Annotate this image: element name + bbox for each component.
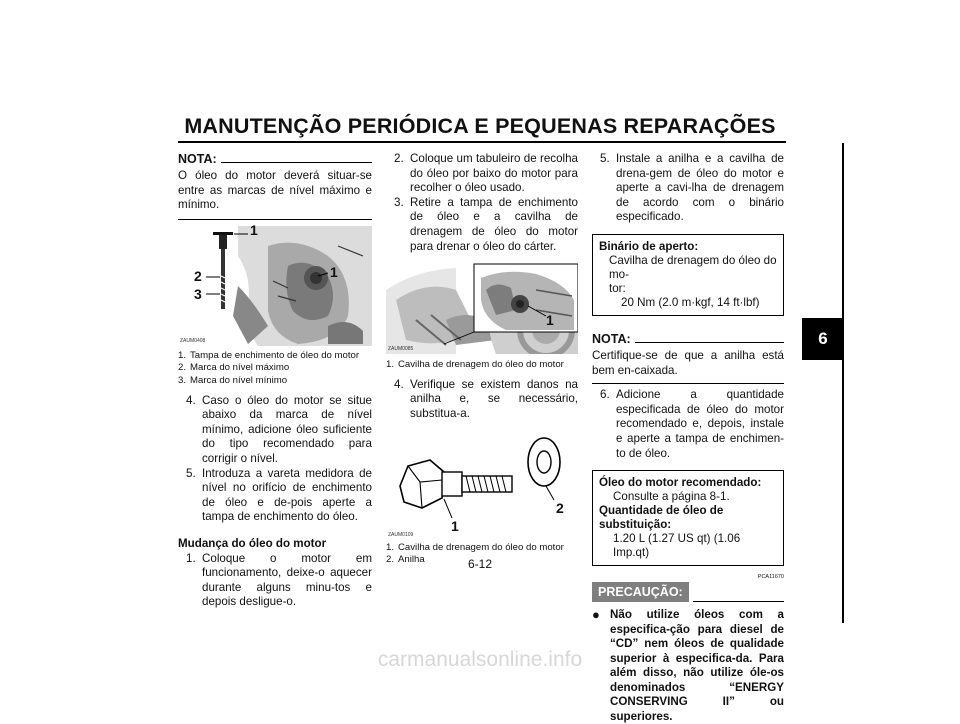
step-list: [592, 152, 784, 225]
nota-heading: [592, 332, 784, 346]
figure-callout-1b: 1: [330, 263, 338, 280]
figure-code: ZAUM0408: [180, 337, 206, 344]
figure-callout-1: 1: [451, 517, 459, 534]
figure-callout-3: 3: [194, 285, 202, 302]
bolt-washer-figure: [386, 424, 578, 540]
step-list: [178, 394, 372, 525]
figure-code: ZAUM0085: [388, 346, 414, 353]
page-number: 6-12: [467, 557, 493, 571]
step-list: [386, 378, 578, 422]
column-3: [592, 152, 784, 724]
nota-text: O óleo do motor deverá situar-se entre as marcas de nível máximo e mínimo.: [178, 169, 372, 212]
figure-callout-1: 1: [546, 312, 554, 329]
dipstick-figure: [178, 221, 372, 346]
dipstick-illustration: [178, 226, 372, 346]
page-title: MANUTENÇÃO PERIÓDICA E PEQUENAS REPARAÇÕES: [184, 114, 776, 138]
step-item: 5. Instale a anilha e a cavilha de drena-gem de óleo do motor e aperte a cavi-lha de drenagem de acordo com o binário especificado.: [600, 152, 784, 224]
section-heading: Mudança do óleo do motor: [178, 536, 327, 550]
caption-item: 2. Marca do nível máximo: [178, 362, 290, 374]
figure-callout-2: 2: [556, 499, 564, 516]
step-item: 4. Verifique se existem danos na anilha e, se necessário, substitua-a.: [394, 377, 578, 420]
step-item: 5. Introduza a vareta medidora de nível no orifício de enchimento de óleo e de-pois aperte a tampa de enchimento do óleo.: [186, 466, 372, 524]
step-list: [592, 388, 784, 461]
chapter-tab[interactable]: 6: [802, 318, 844, 360]
nota-label: NOTA:: [178, 152, 217, 166]
nota-heading: [178, 152, 372, 166]
header-rule: [178, 141, 786, 143]
caption-item: 3. Marca do nível mínimo: [178, 374, 288, 386]
step-item: 2. Coloque um tabuleiro de recolha do óleo por baixo do motor para recolher o óleo usado.: [394, 152, 578, 195]
oil-spec-title: Óleo do motor recomendado:: [599, 476, 762, 490]
drain-bolt-figure: [386, 260, 578, 354]
step-list: [386, 152, 578, 254]
caption-item: 1. Cavilha de drenagem do óleo do motor: [386, 541, 564, 553]
torque-spec-box: [592, 234, 784, 316]
figure-callout-2: 2: [194, 267, 202, 284]
nota-end-rule: [592, 383, 784, 384]
caption-item: 1. Cavilha de drenagem do óleo do motor: [386, 359, 564, 371]
figure-callout-1: 1: [250, 221, 258, 238]
torque-spec-title: Binário de aperto:: [599, 239, 699, 253]
step-item: 4. Caso o óleo do motor se situe abaixo da marca de nível mínimo, adicione óleo suficiente do tipo recomendado para corrigir o nível.: [186, 393, 372, 465]
chapter-side-rule: [842, 143, 844, 623]
column-2: [386, 152, 578, 567]
oil-spec-reference: Consulte a página 8-1.: [613, 490, 730, 504]
step-item: 6. Adicione a quantidade especificada de óleo do motor recomendado e, depois, instale e aperte a tampa de enchimen-to de óleo.: [600, 388, 784, 460]
figure-captions: [178, 350, 372, 388]
caution-text: Não utilize óleos com a especifica-ção para diesel de “CD” nem óleos de qualidade superior à especifica-da. Para além disso, não utilize óle-os denominados “ENERGY CONSERVING II” ou superiores.: [610, 608, 784, 723]
engine-underside-illustration: [386, 260, 578, 354]
nota-label: NOTA:: [592, 331, 631, 346]
caution-heading: [592, 582, 784, 602]
figure-code: ZAUM0109: [388, 531, 414, 538]
caution-code: PCA11670: [757, 574, 784, 581]
caption-item: 1. Tampa de enchimento de óleo do motor: [178, 349, 360, 361]
step-item: 3. Retire a tampa de enchimento de óleo e a cavilha de drenagem de óleo do motor para drenar o óleo do cárter.: [394, 195, 578, 253]
oil-spec-box: [592, 470, 784, 566]
step-list: [178, 552, 372, 610]
figure-captions: [386, 359, 578, 372]
watermark[interactable]: carmanualsonline.info: [377, 648, 583, 671]
caution-label: PRECAUÇÃO:: [592, 582, 689, 602]
column-1: [178, 152, 372, 610]
nota-end-rule: [178, 219, 372, 220]
oil-quantity-value: 1.20 L (1.27 US qt) (1.06 Imp.qt): [613, 532, 741, 560]
bullet-icon: ●: [592, 607, 600, 623]
torque-spec-value: 20 Nm (2.0 m·kgf, 14 ft·lbf): [621, 295, 760, 309]
step-item: 1. Coloque o motor em funcionamento, deixe-o aquecer durante alguns minu-tos e depois desligue-o.: [186, 551, 372, 609]
oil-quantity-title: Quantidade de óleo de substituição:: [599, 504, 724, 532]
torque-spec-item: Cavilha de drenagem do óleo do mo-: [609, 253, 777, 281]
torque-spec-item: tor:: [609, 281, 626, 295]
nota-text: Certifique-se de que a anilha está bem en-caixada.: [592, 348, 784, 377]
bolt-and-washer-illustration: [386, 424, 578, 540]
caption-item: 2. Anilha: [386, 554, 425, 566]
